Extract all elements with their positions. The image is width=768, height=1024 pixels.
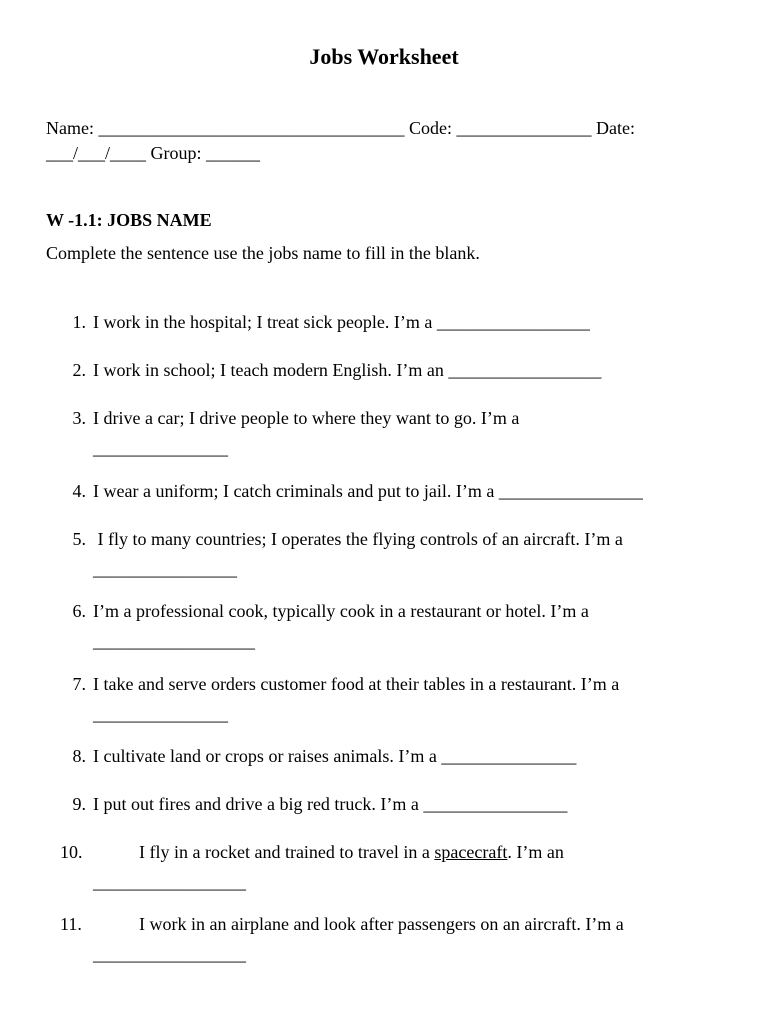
- question-text: I work in school; I teach modern English. I’m an _________________: [93, 360, 602, 380]
- instructions: Complete the sentence use the jobs name to fill in the blank.: [46, 243, 480, 263]
- question-text: I fly to many countries; I operates the flying controls of an aircraft. I’m a: [93, 529, 623, 549]
- question-number: 5.: [72, 529, 86, 549]
- question-number: 8.: [72, 746, 86, 766]
- question-text: I work in an airplane and look after passengers on an aircraft. I’m a: [139, 914, 624, 934]
- question-text: I cultivate land or crops or raises animals. I’m a _______________: [93, 746, 577, 766]
- question-text: [139, 842, 564, 863]
- answer-blank: _______________: [93, 438, 228, 458]
- worksheet-title: Jobs Worksheet: [309, 44, 459, 69]
- question-number: 4.: [72, 481, 86, 501]
- question-text-end: . I’m an: [507, 842, 564, 862]
- student-info-line-2: ___/___/____ Group: ______: [46, 143, 260, 163]
- answer-blank: __________________: [93, 631, 255, 651]
- question-text-start: I fly in a rocket and trained to travel in a: [139, 842, 435, 862]
- question-text: I wear a uniform; I catch criminals and put to jail. I’m a ________________: [93, 481, 643, 501]
- answer-blank: ________________: [93, 559, 237, 579]
- question-text: I work in the hospital; I treat sick people. I’m a _________________: [93, 312, 590, 332]
- section-heading: W -1.1: JOBS NAME: [46, 210, 212, 230]
- question-number: 2.: [72, 360, 86, 380]
- question-number: 3.: [72, 408, 86, 428]
- question-number: 7.: [72, 674, 86, 694]
- question-number: 9.: [72, 794, 86, 814]
- question-text: I put out fires and drive a big red truck. I’m a ________________: [93, 794, 568, 814]
- question-number: 1.: [72, 312, 86, 332]
- question-number: 10.: [60, 842, 83, 862]
- question-text: I’m a professional cook, typically cook in a restaurant or hotel. I’m a: [93, 601, 589, 621]
- spacecraft-term: spacecraft: [434, 842, 508, 862]
- student-info-line-1: Name: __________________________________ Code: _______________ Date:: [46, 118, 635, 138]
- answer-blank: _________________: [93, 872, 246, 892]
- answer-blank: _________________: [93, 944, 246, 964]
- question-text: I take and serve orders customer food at their tables in a restaurant. I’m a: [93, 674, 620, 694]
- question-text: I drive a car; I drive people to where they want to go. I’m a: [93, 408, 520, 428]
- question-number: 11.: [60, 914, 82, 934]
- question-number: 6.: [72, 601, 86, 621]
- answer-blank: _______________: [93, 704, 228, 724]
